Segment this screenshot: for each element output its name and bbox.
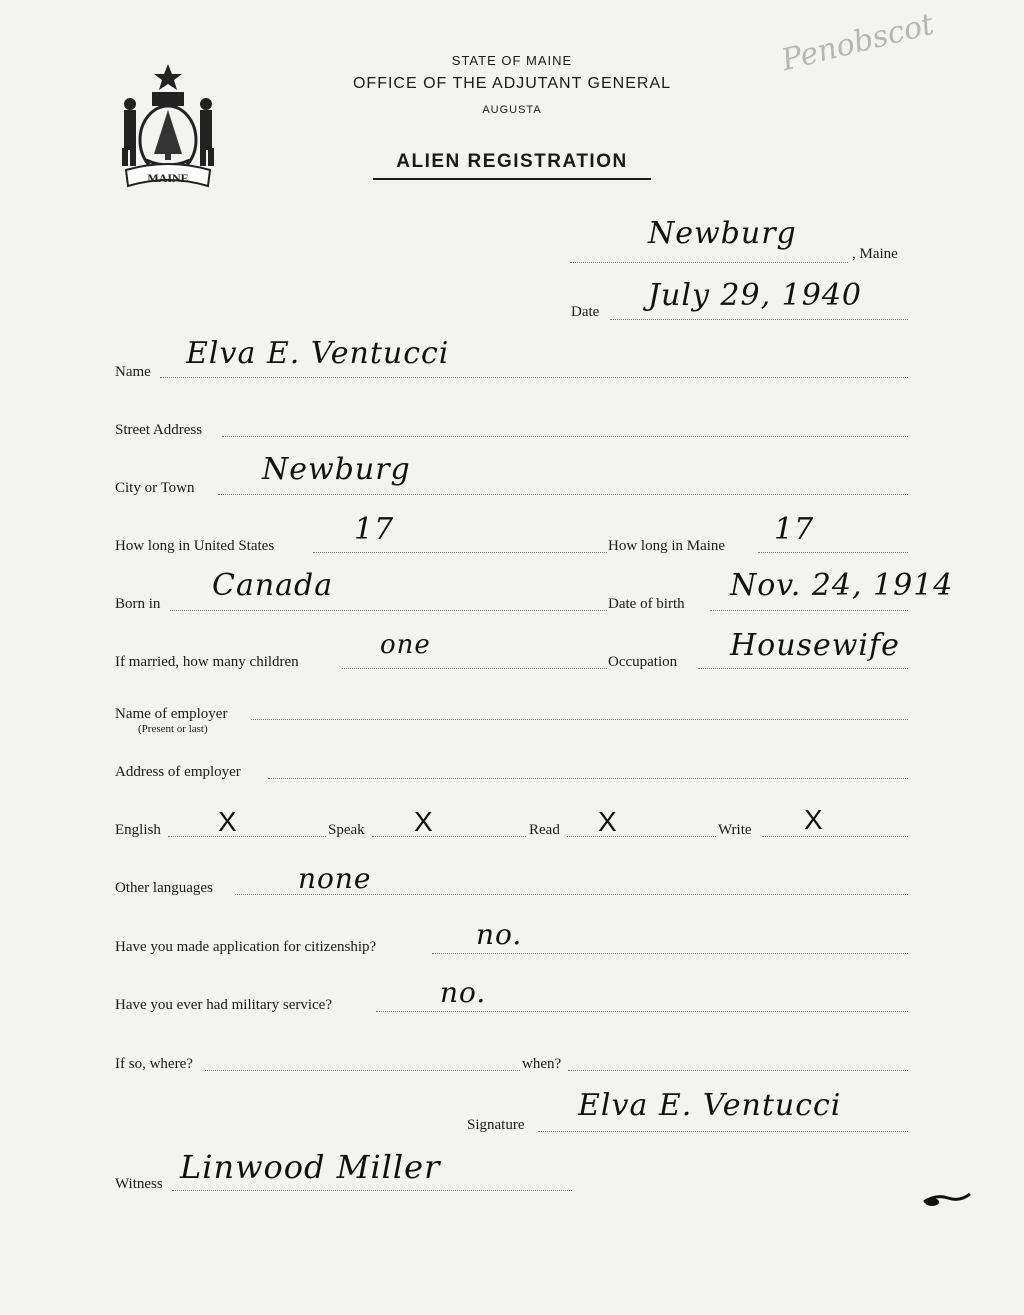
ink-flourish-icon <box>922 1188 972 1210</box>
born-in-value: Canada <box>212 568 334 603</box>
name-line <box>160 377 908 378</box>
write-line <box>762 836 908 837</box>
when-label: when? <box>522 1056 562 1072</box>
header-office: OFFICE OF THE ADJUTANT GENERAL <box>352 75 672 92</box>
seal-text: MAINE <box>147 171 189 185</box>
present-or-last-note: (Present or last) <box>138 723 208 735</box>
date-label: Date <box>571 304 600 320</box>
date-of-birth-value: Nov. 24, 1914 <box>730 568 954 603</box>
english-mark: X <box>218 806 237 837</box>
date-of-birth-line <box>710 610 908 611</box>
name-label: Name <box>115 364 151 380</box>
how-long-us-label: How long in United States <box>115 538 275 554</box>
header-city: AUGUSTA <box>482 104 542 116</box>
speak-line <box>372 836 526 837</box>
other-languages-label: Other languages <box>115 880 213 896</box>
english-line <box>168 836 326 837</box>
witness-label: Witness <box>115 1176 163 1192</box>
citizenship-line <box>432 953 908 954</box>
how-long-maine-line <box>758 552 908 553</box>
born-in-label: Born in <box>115 596 161 612</box>
city-or-town-label: City or Town <box>115 480 195 496</box>
name-value: Elva E. Ventucci <box>186 336 450 371</box>
read-line <box>567 836 716 837</box>
when-line <box>568 1070 908 1071</box>
maine-label: , Maine <box>852 246 898 262</box>
how-long-maine-label: How long in Maine <box>608 538 726 554</box>
occupation-value: Housewife <box>730 628 900 663</box>
married-children-line <box>342 668 607 669</box>
town-line <box>570 262 848 263</box>
write-label: Write <box>718 822 752 838</box>
how-long-us-line <box>313 552 607 553</box>
header-state: STATE OF MAINE <box>451 53 573 68</box>
if-so-where-label: If so, where? <box>115 1056 193 1072</box>
street-address-line <box>222 436 908 437</box>
military-line <box>376 1011 908 1012</box>
military-value: no. <box>440 976 487 1009</box>
citizenship-value: no. <box>476 918 523 951</box>
other-languages-value: none <box>298 862 372 895</box>
form-title: ALIEN REGISTRATION <box>396 151 628 172</box>
where-line <box>205 1070 520 1071</box>
address-of-employer-line <box>268 778 908 779</box>
signature-line <box>538 1131 908 1132</box>
married-children-value: one <box>380 630 431 660</box>
witness-line <box>172 1190 572 1191</box>
witness-value: Linwood Miller <box>180 1148 441 1186</box>
name-of-employer-label: Name of employer <box>115 706 228 722</box>
pencil-note: Penobscot <box>778 6 938 79</box>
how-long-maine-value: 17 <box>774 512 815 547</box>
town-value: Newburg <box>648 216 797 251</box>
occupation-label: Occupation <box>608 654 678 670</box>
street-address-label: Street Address <box>115 422 203 438</box>
married-children-label: If married, how many children <box>115 654 299 670</box>
born-in-line <box>170 610 607 611</box>
signature-label: Signature <box>467 1117 525 1133</box>
military-label: Have you ever had military service? <box>115 997 332 1013</box>
title-underline <box>373 178 651 180</box>
date-of-birth-label: Date of birth <box>608 596 685 612</box>
how-long-us-value: 17 <box>354 512 395 547</box>
date-value: July 29, 1940 <box>648 278 863 313</box>
write-mark: X <box>804 804 823 835</box>
address-of-employer-label: Address of employer <box>115 764 241 780</box>
city-or-town-value: Newburg <box>262 452 411 487</box>
read-label: Read <box>529 822 560 838</box>
signature-value: Elva E. Ventucci <box>578 1088 842 1123</box>
read-mark: X <box>598 806 617 837</box>
speak-label: Speak <box>328 822 365 838</box>
name-of-employer-line <box>251 719 908 720</box>
citizenship-label: Have you made application for citizenship? <box>115 939 377 955</box>
occupation-line <box>698 668 908 669</box>
city-or-town-line <box>218 494 908 495</box>
english-label: English <box>115 822 161 838</box>
date-line <box>610 319 908 320</box>
speak-mark: X <box>414 806 433 837</box>
